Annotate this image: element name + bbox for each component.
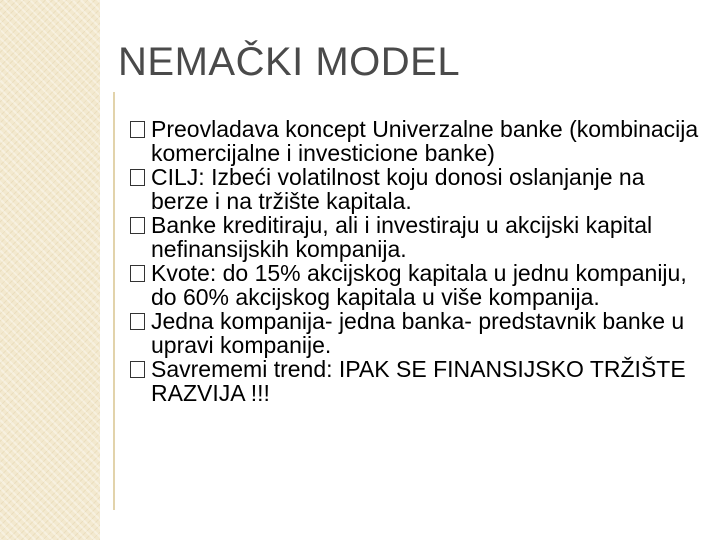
bullet-text: Banke kreditiraju, ali i investiraju u akcijski kapital nefinansijskih kompanija.: [151, 212, 653, 262]
bullet-item: [130, 213, 700, 261]
bullet-item: [130, 117, 700, 165]
bullet-item: [130, 309, 700, 357]
bullet-text: Kvote: do 15% akcijskog kapitala u jednu kompaniju, do 60% akcijskog kapitala u više kompanija.: [151, 260, 687, 310]
decorative-side-band: [0, 0, 100, 540]
bullet-marker-icon: [130, 217, 145, 234]
bullet-marker-icon: [130, 121, 145, 138]
bullet-list: [130, 117, 700, 405]
slide-title: NEMAČKI MODEL: [118, 40, 461, 84]
bullet-text: Savrememi trend: IPAK SE FINANSIJSKO TRŽIŠTE RAZVIJA !!!: [151, 356, 686, 406]
bullet-item: [130, 261, 700, 309]
bullet-marker-icon: [130, 313, 145, 330]
bullet-item: [130, 165, 700, 213]
decorative-vertical-rule: [113, 92, 115, 510]
bullet-marker-icon: [130, 265, 145, 282]
bullet-text: Preovladava koncept Univerzalne banke (kombinacija komercijalne i investicione banke): [151, 116, 699, 166]
bullet-item: [130, 357, 700, 405]
bullet-marker-icon: [130, 361, 145, 378]
bullet-text: Jedna kompanija- jedna banka- predstavnik banke u upravi kompanije.: [151, 308, 685, 358]
bullet-text: CILJ: Izbeći volatilnost koju donosi oslanjanje na berze i na tržište kapitala.: [151, 164, 645, 214]
bullet-marker-icon: [130, 169, 145, 186]
